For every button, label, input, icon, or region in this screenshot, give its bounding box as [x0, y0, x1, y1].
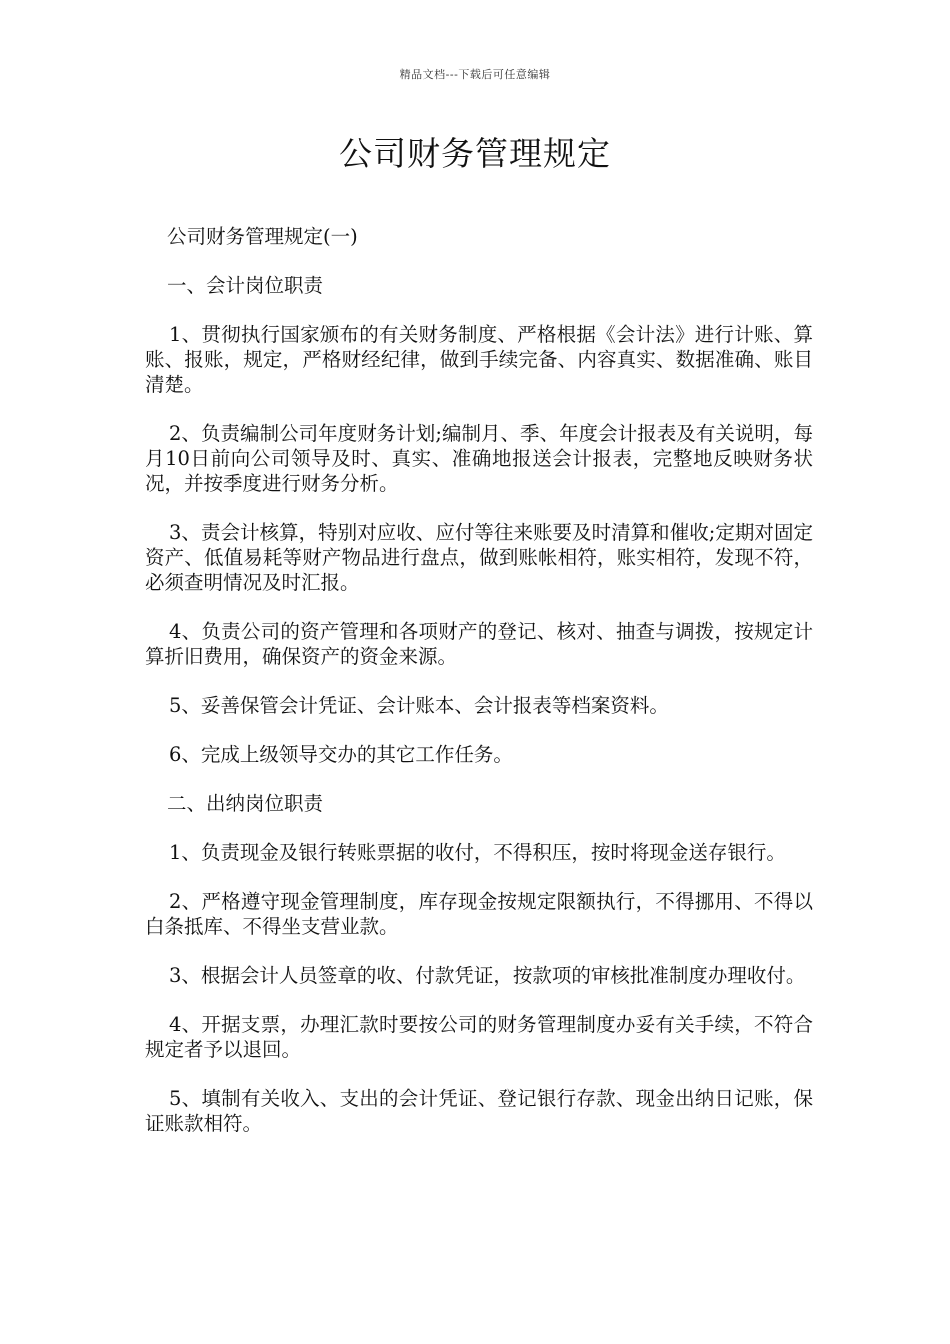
paragraph: 3、根据会计人员签章的收、付款凭证，按款项的审核批准制度办理收付。	[169, 964, 806, 987]
paragraph: 5、填制有关收入、支出的会计凭证、登记银行存款、现金出纳日记账，保证账款相符。	[145, 1087, 813, 1135]
document-title: 公司财务管理规定	[339, 134, 611, 173]
paragraph: 5、妥善保管会计凭证、会计账本、会计报表等档案资料。	[169, 694, 669, 717]
section-subtitle: 公司财务管理规定(一)	[167, 225, 358, 248]
section-heading-cashier: 二、出纳岗位职责	[167, 792, 324, 815]
document-body	[145, 224, 813, 1160]
paragraph: 4、开据支票，办理汇款时要按公司的财务管理制度办妥有关手续，不符合规定者予以退回。	[145, 1013, 813, 1061]
paragraph: 1、贯彻执行国家颁布的有关财务制度、严格根据《会计法》进行计账、算账、报账，规定，严格财经纪律，做到手续完备、内容真实、数据准确、账目清楚。	[145, 323, 813, 396]
paragraph: 1、负责现金及银行转账票据的收付，不得积压，按时将现金送存银行。	[169, 841, 786, 864]
paragraph: 6、完成上级领导交办的其它工作任务。	[169, 743, 513, 766]
paragraph: 2、严格遵守现金管理制度，库存现金按规定限额执行，不得挪用、不得以白条抵库、不得坐支营业款。	[145, 890, 813, 938]
paragraph: 3、责会计核算，特别对应收、应付等往来账要及时清算和催收;定期对固定资产、低值易耗等财产物品进行盘点，做到账帐相符，账实相符，发现不符，必须查明情况及时汇报。	[145, 521, 813, 594]
paragraph: 2、负责编制公司年度财务计划;编制月、季、年度会计报表及有关说明，每月10日前向公司领导及时、真实、准确地报送会计报表，完整地反映财务状况，并按季度进行财务分析。	[145, 422, 813, 495]
paragraph: 4、负责公司的资产管理和各项财产的登记、核对、抽查与调拨，按规定计算折旧费用，确保资产的资金来源。	[145, 620, 813, 668]
header-note: 精品文档---下载后可任意编辑	[399, 68, 551, 81]
section-heading-accounting: 一、会计岗位职责	[167, 274, 324, 297]
